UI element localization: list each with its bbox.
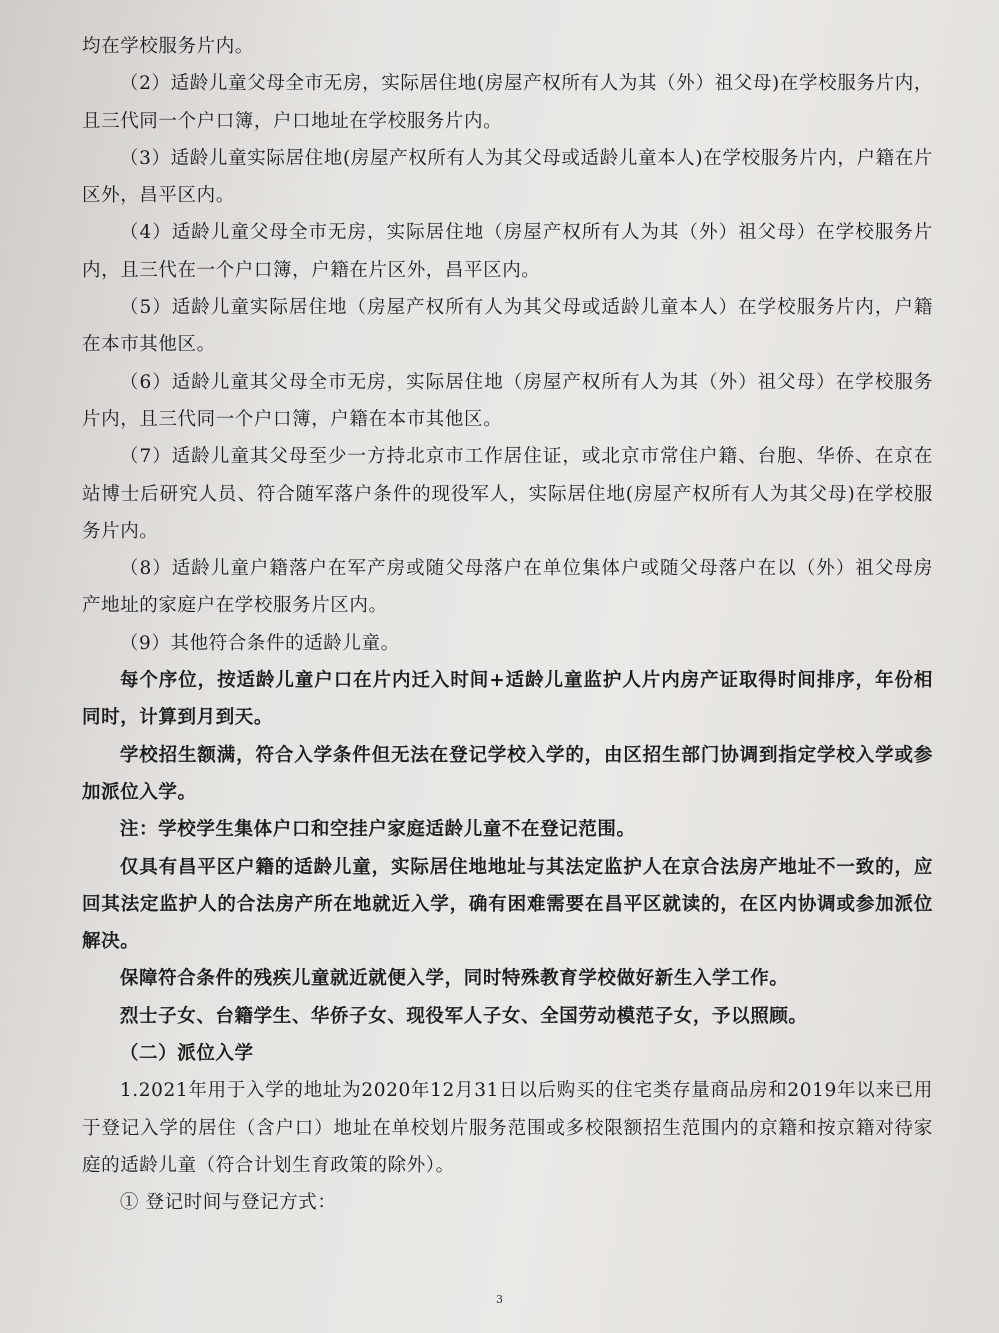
paragraph: （5）适龄儿童实际居住地（房屋产权所有人为其父母或适龄儿童本人）在学校服务片内，户籍在本市其他区。 (82, 297, 933, 356)
paragraph: 保障符合条件的残疾儿童就近就便入学，同时特殊教育学校做好新生入学工作。 (119, 968, 789, 990)
paragraph: （4）适龄儿童父母全市无房，实际居住地（房屋产权所有人为其（外）祖父母）在学校服务片内，且三代在一个户口簿，户籍在片区外，昌平区内。 (82, 222, 933, 281)
paragraph: （9）其他符合条件的适龄儿童。 (119, 632, 400, 654)
document-body (82, 28, 933, 1222)
page-number: 3 (496, 1293, 503, 1306)
paragraph: （8）适龄儿童户籍落户在军产房或随父母落户在单位集体户或随父母落户在以（外）祖父母房产地址的家庭户在学校服务片区内。 (82, 558, 933, 617)
paragraph: 学校招生额满，符合入学条件但无法在登记学校入学的，由区招生部门协调到指定学校入学或参加派位入学。 (82, 744, 933, 803)
note-paragraph: 注：学校学生集体户口和空挂户家庭适龄儿童不在登记范围。 (119, 819, 636, 841)
paragraph: 仅具有昌平区户籍的适龄儿童，实际居住地地址与其法定监护人在京合法房产地址不一致的，应回其法定监护人的合法房产所在地就近入学，确有困难需要在昌平区就读的，在区内协调或参加派位解决。 (82, 856, 933, 953)
paragraph: 每个序位，按适龄儿童户口在片内迁入时间+适龄儿童监护人片内房产证取得时间排序，年份相同时，计算到月到天。 (82, 670, 933, 729)
paragraph: （2）适龄儿童父母全市无房，实际居住地(房屋产权所有人为其（外）祖父母)在学校服务片内，且三代同一个户口簿，户口地址在学校服务片内。 (82, 73, 933, 132)
paragraph: （7）适龄儿童其父母至少一方持北京市工作居住证，或北京市常住户籍、台胞、华侨、在京在站博士后研究人员、符合随军落户条件的现役军人，实际居住地(房屋产权所有人为其父母)在学校服务片内。 (82, 446, 933, 542)
paragraph: 1.2021年用于入学的地址为2020年12月31日以后购买的住宅类存量商品房和2019年以来已用于登记入学的居住（含户口）地址在单校划片服务范围或多校限额招生范围内的京籍和按京籍对待家庭的适龄儿童（符合计划生育政策的除外）。 (82, 1080, 933, 1176)
paragraph: 烈士子女、台籍学生、华侨子女、现役军人子女、全国劳动模范子女，予以照顾。 (119, 1005, 808, 1027)
paragraph: （3）适龄儿童实际居住地(房屋产权所有人为其父母或适龄儿童本人)在学校服务片内，户籍在片区外，昌平区内。 (82, 147, 933, 207)
section-heading: （二）派位入学 (119, 1043, 254, 1065)
paragraph: （6）适龄儿童其父母全市无房，实际居住地（房屋产权所有人为其（外）祖父母）在学校服务片内，且三代同一个户口簿，户籍在本市其他区。 (82, 371, 933, 430)
paragraph: 均在学校服务片内。 (82, 36, 254, 57)
paragraph: ① 登记时间与登记方式： (119, 1192, 337, 1214)
